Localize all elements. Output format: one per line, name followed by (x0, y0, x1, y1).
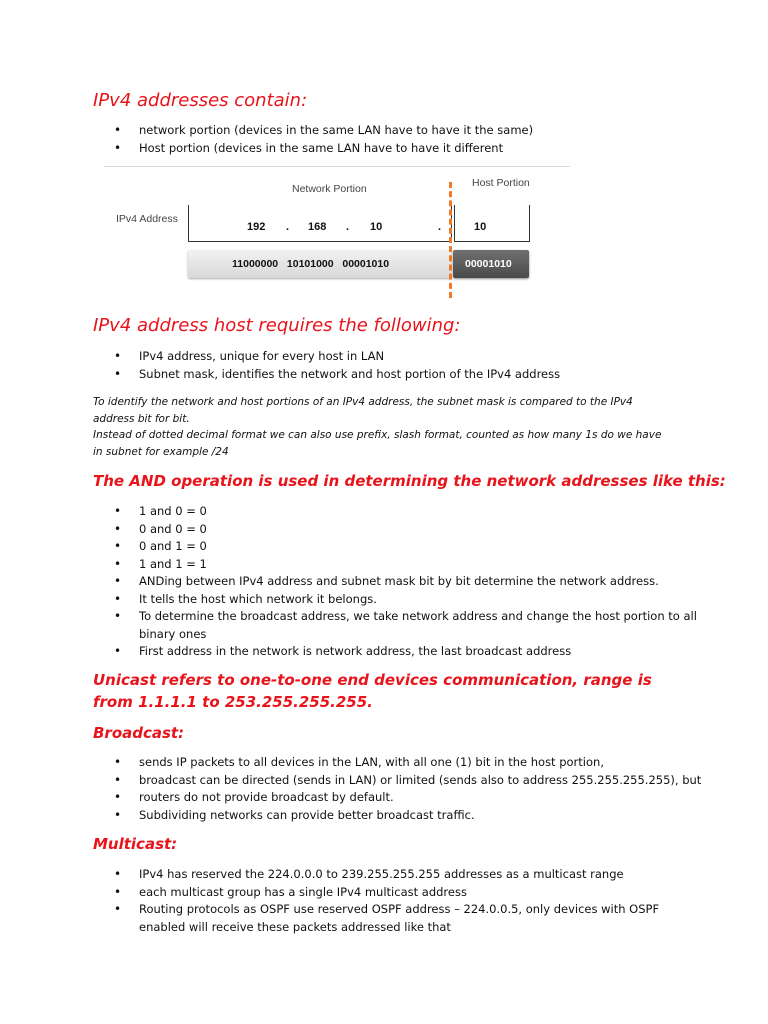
ipv4-address-diagram (104, 166, 570, 300)
list-item: • Subnet mask, identifies the network and host portion of the IPv4 address (112, 366, 702, 384)
binary-host-bar (453, 250, 529, 278)
note-prefix-format: Instead of dotted decimal format we can also use prefix, slash format, counted as how many 1s do we have in subnet for example /24 (93, 429, 662, 458)
octet-dot: . (346, 221, 350, 233)
heading-unicast: Unicast refers to one-to-one end devices communication, range is from 1.1.1.1 to 253.255.255.255. (93, 671, 652, 711)
list-multicast (112, 866, 702, 936)
diagram-top-rule (104, 166, 570, 167)
list-and-operation (112, 503, 702, 661)
list-item: • Routing protocols as OSPF use reserved OSPF address – 224.0.0.5, only devices with OSPF enabled will receive these packets addressed like that (112, 901, 702, 936)
host-portion-label: Host Portion (472, 177, 530, 189)
octet-4: 10 (474, 221, 487, 233)
binary-network-text: 11000000 10101000 00001010 (232, 258, 390, 270)
list-broadcast (112, 754, 702, 824)
list-item: • IPv4 address, unique for every host in LAN (112, 348, 702, 366)
list-item: • Host portion (devices in the same LAN have to have it different (112, 140, 702, 158)
octet-dot: . (286, 221, 290, 233)
binary-network-bar (188, 250, 451, 278)
list-item: • each multicast group has a single IPv4 multicast address (112, 884, 702, 902)
note-subnet-compare: To identify the network and host portions of an IPv4 address, the subnet mask is compared to the IPv4 address bit for bit. (93, 396, 633, 425)
octet-1: 192 (247, 221, 266, 233)
heading-host-requires: IPv4 address host requires the following: (93, 315, 461, 336)
heading-and-operation: The AND operation is used in determining the network addresses like this: (93, 472, 726, 490)
list-item: • Subdividing networks can provide better broadcast traffic. (112, 807, 702, 825)
list-item: • 0 and 1 = 0 (112, 538, 702, 556)
list-item: • broadcast can be directed (sends in LAN) or limited (sends also to address 255.255.255.255), but (112, 772, 702, 790)
list-item: • network portion (devices in the same LAN have to have it the same) (112, 122, 702, 140)
ipv4-address-label: IPv4 Address (116, 213, 178, 225)
heading-multicast: Multicast: (93, 835, 178, 853)
list-item: • It tells the host which network it belongs. (112, 591, 702, 609)
list-item: • IPv4 has reserved the 224.0.0.0 to 239.255.255.255 addresses as a multicast range (112, 866, 702, 884)
list-item: • 1 and 1 = 1 (112, 556, 702, 574)
binary-host-text: 00001010 (465, 258, 512, 270)
octet-2: 168 (308, 221, 327, 233)
host-octet-box (454, 205, 530, 242)
network-host-divider (449, 182, 452, 298)
list-item: • sends IP packets to all devices in the LAN, with all one (1) bit in the host portion, (112, 754, 702, 772)
list-item: • To determine the broadcast address, we take network address and change the host portion to all binary ones (112, 608, 702, 643)
list-item: • 1 and 0 = 0 (112, 503, 702, 521)
list-item: • 0 and 0 = 0 (112, 521, 702, 539)
heading-broadcast: Broadcast: (93, 724, 185, 742)
list-item: • First address in the network is network address, the last broadcast address (112, 643, 702, 661)
list-item: • routers do not provide broadcast by default. (112, 789, 702, 807)
octet-3: 10 (370, 221, 383, 233)
network-portion-label: Network Portion (292, 183, 367, 195)
heading-ipv4-contain: IPv4 addresses contain: (93, 90, 308, 111)
list-host-requires (112, 348, 702, 383)
list-ipv4-contain (112, 122, 702, 157)
list-item: • ANDing between IPv4 address and subnet mask bit by bit determine the network address. (112, 573, 702, 591)
octet-dot: . (438, 221, 442, 233)
